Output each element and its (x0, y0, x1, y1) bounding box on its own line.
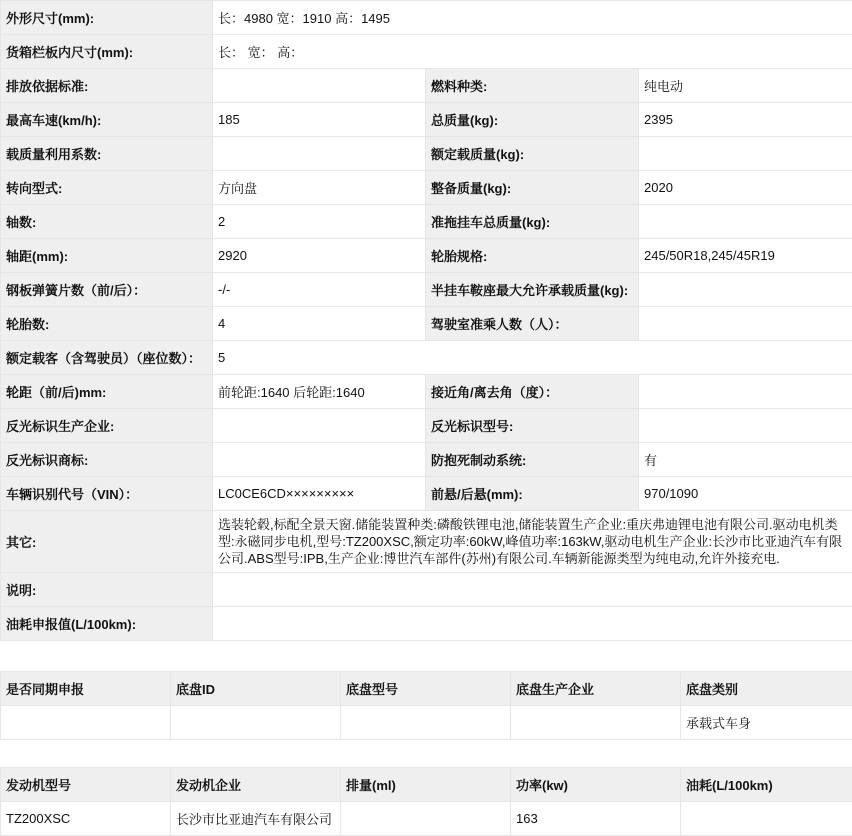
rated-load-label: 额定载质量(kg): (426, 137, 639, 171)
chassis-sync-cell (1, 706, 171, 740)
spec-row (1, 205, 852, 239)
trailer-mass-value (639, 205, 852, 239)
engine-fuel-cell (681, 802, 852, 836)
spec-row-other (1, 511, 852, 573)
engine-header-maker: 发动机企业 (171, 768, 341, 802)
chassis-maker-cell (511, 706, 681, 740)
spec-row (1, 443, 852, 477)
spec-row-cargo-box (1, 35, 852, 69)
fuel-type-label: 燃料种类: (426, 69, 639, 103)
reflector-model-value (639, 409, 852, 443)
abs-label: 防抱死制动系统: (426, 443, 639, 477)
engine-header-row (1, 768, 852, 802)
load-util-value (213, 137, 426, 171)
cab-passengers-value (639, 307, 852, 341)
tire-spec-value: 245/50R18,245/45R19 (639, 239, 852, 273)
spec-row (1, 69, 852, 103)
seats-label: 额定载客（含驾驶员）（座位数）： (1, 341, 213, 375)
dimensions-label: 外形尺寸(mm): (1, 1, 213, 35)
leaf-spring-value: -/- (213, 273, 426, 307)
cargo-box-label: 货箱栏板内尺寸(mm): (1, 35, 213, 69)
note-label: 说明: (1, 573, 213, 607)
engine-header-model: 发动机型号 (1, 768, 171, 802)
emission-std-label: 排放依据标准: (1, 69, 213, 103)
max-speed-label: 最高车速(km/h): (1, 103, 213, 137)
fuel-type-value: 纯电动 (639, 69, 852, 103)
vin-label: 车辆识别代号（VIN）： (1, 477, 213, 511)
load-util-label: 载质量利用系数: (1, 137, 213, 171)
tire-count-value: 4 (213, 307, 426, 341)
curb-mass-label: 整备质量(kg): (426, 171, 639, 205)
track-label: 轮距（前/后)mm: (1, 375, 213, 409)
chassis-id-cell (171, 706, 341, 740)
spec-row (1, 171, 852, 205)
reflector-brand-value (213, 443, 426, 477)
spec-row (1, 307, 852, 341)
spec-row-dimensions (1, 1, 852, 35)
chassis-header-row (1, 672, 852, 706)
chassis-type-cell: 承载式车身 (681, 706, 852, 740)
angle-label: 接近角/离去角（度）： (426, 375, 639, 409)
reflector-model-label: 反光标识型号: (426, 409, 639, 443)
spec-row-note (1, 573, 852, 607)
engine-model-cell: TZ200XSC (1, 802, 171, 836)
overhang-label: 前悬/后悬(mm): (426, 477, 639, 511)
overhang-value: 970/1090 (639, 477, 852, 511)
engine-maker-cell: 长沙市比亚迪汽车有限公司 (171, 802, 341, 836)
reflector-maker-value (213, 409, 426, 443)
seats-value: 5 (213, 341, 852, 375)
tire-spec-label: 轮胎规格: (426, 239, 639, 273)
reflector-maker-label: 反光标识生产企业: (1, 409, 213, 443)
saddle-mass-label: 半挂车鞍座最大允许承载质量(kg): (426, 273, 639, 307)
trailer-mass-label: 准拖挂车总质量(kg): (426, 205, 639, 239)
chassis-header-id: 底盘ID (171, 672, 341, 706)
spec-row (1, 239, 852, 273)
spec-row (1, 477, 852, 511)
chassis-model-cell (341, 706, 511, 740)
table-row (1, 802, 852, 836)
max-speed-value: 185 (213, 103, 426, 137)
chassis-header-type: 底盘类别 (681, 672, 852, 706)
fuel-report-label: 油耗申报值(L/100km): (1, 607, 213, 641)
chassis-table (0, 671, 852, 740)
axles-value: 2 (213, 205, 426, 239)
spec-row (1, 409, 852, 443)
spec-row (1, 375, 852, 409)
reflector-brand-label: 反光标识商标: (1, 443, 213, 477)
engine-header-displacement: 排量(ml) (341, 768, 511, 802)
spec-row-seats (1, 341, 852, 375)
dimensions-value: 长：4980 宽：1910 高：1495 (213, 1, 852, 35)
other-label: 其它: (1, 511, 213, 573)
other-value: 选装轮毂,标配全景天窗.储能装置种类:磷酸铁锂电池,储能装置生产企业:重庆弗迪锂电池有限公司.驱动电机类型:永磁同步电机,型号:TZ200XSC,额定功率:60kW,峰值功率:163kW,驱动电机生产企业:长沙市比亚迪汽车有限公司.ABS型号:IPB,生产企业:博世汽车部件(苏州)有限公司.车辆新能源类型为纯电动,允许外接充电. (213, 511, 852, 573)
total-mass-value: 2395 (639, 103, 852, 137)
rated-load-value (639, 137, 852, 171)
wheelbase-label: 轴距(mm): (1, 239, 213, 273)
engine-table (0, 767, 852, 836)
table-row (1, 706, 852, 740)
vin-value: LC0CE6CD××××××××× (213, 477, 426, 511)
track-value: 前轮距:1640 后轮距:1640 (213, 375, 426, 409)
engine-displacement-cell (341, 802, 511, 836)
spec-row-fuel-report (1, 607, 852, 641)
steering-label: 转向型式: (1, 171, 213, 205)
cab-passengers-label: 驾驶室准乘人数（人）： (426, 307, 639, 341)
spec-row (1, 103, 852, 137)
steering-value: 方向盘 (213, 171, 426, 205)
emission-std-value (213, 69, 426, 103)
engine-header-fuel: 油耗(L/100km) (681, 768, 852, 802)
abs-value: 有 (639, 443, 852, 477)
saddle-mass-value (639, 273, 852, 307)
cargo-box-value: 长： 宽： 高： (213, 35, 852, 69)
wheelbase-value: 2920 (213, 239, 426, 273)
fuel-report-value (213, 607, 852, 641)
tire-count-label: 轮胎数: (1, 307, 213, 341)
angle-value (639, 375, 852, 409)
axles-label: 轴数: (1, 205, 213, 239)
chassis-header-sync: 是否同期申报 (1, 672, 171, 706)
curb-mass-value: 2020 (639, 171, 852, 205)
chassis-header-maker: 底盘生产企业 (511, 672, 681, 706)
engine-header-power: 功率(kw) (511, 768, 681, 802)
spec-row (1, 273, 852, 307)
leaf-spring-label: 钢板弹簧片数（前/后）： (1, 273, 213, 307)
spec-row (1, 137, 852, 171)
engine-power-cell: 163 (511, 802, 681, 836)
note-value (213, 573, 852, 607)
chassis-header-model: 底盘型号 (341, 672, 511, 706)
total-mass-label: 总质量(kg): (426, 103, 639, 137)
